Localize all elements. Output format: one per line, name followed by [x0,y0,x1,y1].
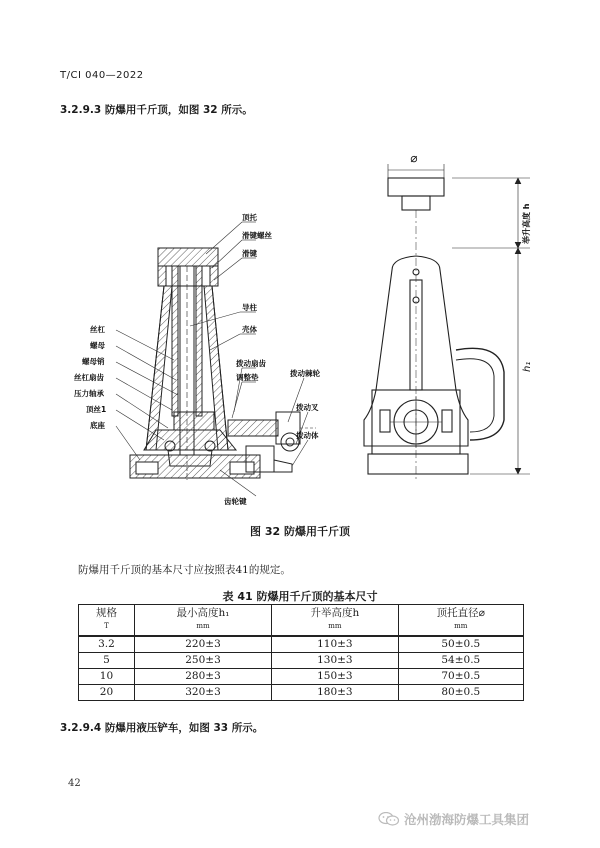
label-h1: h₁ [522,361,533,372]
label-chilunjian: 齿轮键 [224,497,247,506]
label-dingtuo: 顶托 [242,213,257,222]
label-phi: ⌀ [410,151,418,165]
table-cell: 10 [79,669,135,685]
table-cell: 54±0.5 [398,653,523,669]
header-cap-diameter: 顶托直径⌀ mm [398,605,523,637]
table-cell: 280±3 [134,669,271,685]
watermark [378,810,529,828]
table-cell: 50±0.5 [398,636,523,653]
table-row [79,653,524,669]
table-row [79,636,524,653]
clause-3294-heading: 3.2.9.4 防爆用液压铲车，如图 33 所示。 [60,722,264,734]
table-caption: 表 41 防爆用千斤顶的基本尺寸 [222,590,378,603]
table-cell: 70±0.5 [398,669,523,685]
label-sigang: 丝杠 [90,325,105,334]
table-row [79,685,524,701]
table-cell: 220±3 [134,636,271,653]
body-paragraph: 防爆用千斤顶的基本尺寸应按照表41的规定。 [78,564,291,576]
table-cell: 5 [79,653,135,669]
label-daozhu: 导柱 [242,303,257,312]
table-cell: 130±3 [272,653,398,669]
label-keti: 壳体 [242,325,257,334]
label-luomu: 螺母 [90,341,105,350]
table-cell: 80±0.5 [398,685,523,701]
table-cell: 3.2 [79,636,135,653]
clause-3293-heading: 3.2.9.3 防爆用千斤顶，如图 32 所示。 [60,104,253,116]
table-cell: 110±3 [272,636,398,653]
label-dingsi1: 顶丝1 [86,405,107,414]
page-number: 42 [68,778,81,789]
table-cell: 180±3 [272,685,398,701]
wechat-icon [378,812,400,826]
label-lift-height: 举升高度 h [522,203,531,244]
external-view [364,164,504,480]
label-huajianluosi: 滑键螺丝 [242,231,272,240]
table-row [79,669,524,685]
table-cell: 250±3 [134,653,271,669]
label-bodongjilun: 拨动棘轮 [290,369,320,378]
watermark-text: 沧州渤海防爆工具集团 [404,812,530,827]
label-tiaozhengdian: 调整垫 [236,373,259,382]
table-cell: 20 [79,685,135,701]
figure-32-drawing [60,150,540,515]
table-cell: 320±3 [134,685,271,701]
header-spec: 规格 T [79,605,135,637]
label-dizuo: 底座 [90,421,105,430]
label-luomuxiao: 螺母销 [82,357,105,366]
table-cell: 150±3 [272,669,398,685]
table-header-row [79,605,524,637]
dimensions-table [78,604,524,701]
sectional-view [130,248,316,480]
standard-code: T/CI 040—2022 [60,70,144,81]
label-huajian: 滑键 [242,249,257,258]
label-yalizhoucheng: 压力轴承 [74,389,104,398]
label-bodongti: 拨动体 [296,431,319,440]
figure-caption: 图 32 防爆用千斤顶 [250,525,350,538]
header-lift-height: 升举高度h mm [272,605,398,637]
label-bodongshanchi: 拨动扇齿 [236,359,266,368]
label-bodongcha: 拨动叉 [296,403,319,412]
header-min-height: 最小高度h₁ mm [134,605,271,637]
label-sigangshanchi: 丝杠扇齿 [74,373,104,382]
